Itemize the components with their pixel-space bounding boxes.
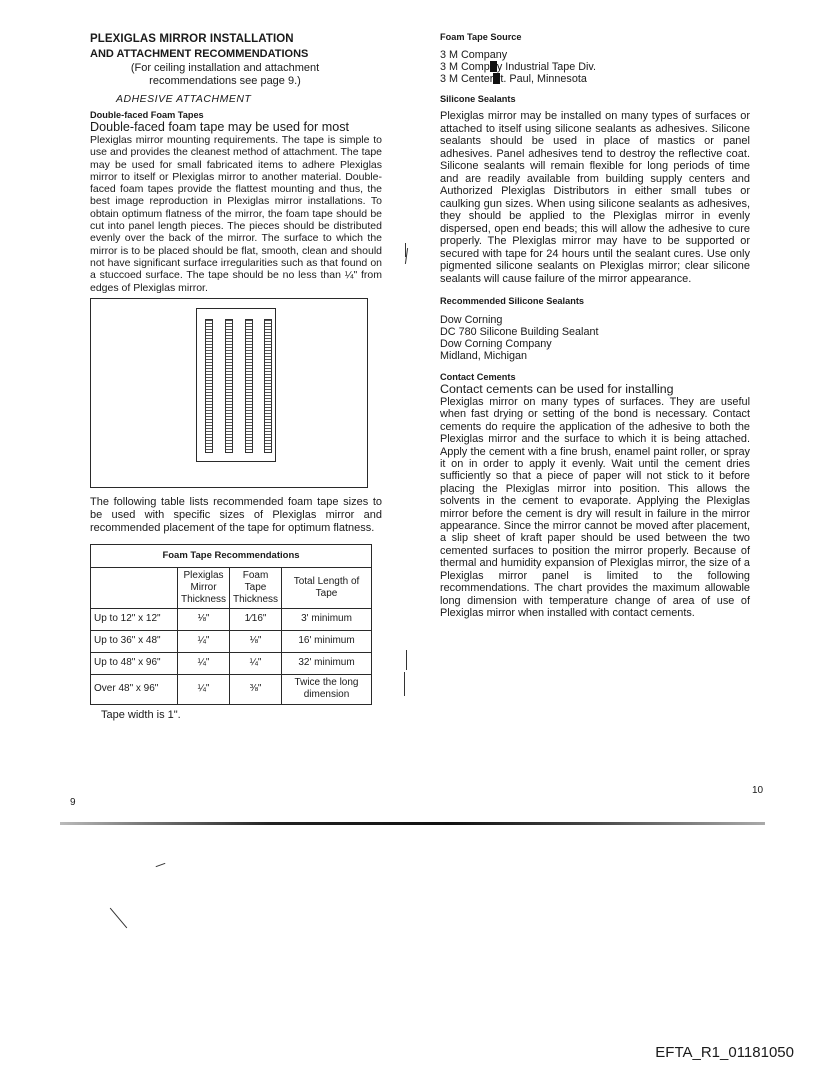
table-cell: ⅛"	[178, 608, 230, 630]
table-cell: Over 48" x 96"	[91, 674, 178, 704]
source-line	[440, 73, 750, 85]
source-text: 3 M Comp	[440, 61, 490, 73]
table-cell: ¼"	[230, 652, 282, 674]
tape-strip-3	[245, 319, 253, 453]
list-item: Midland, Michigan	[440, 350, 528, 362]
table-row	[91, 674, 372, 704]
table-cell: ⅛"	[230, 630, 282, 652]
margin-mark	[406, 650, 407, 670]
table-row	[91, 630, 372, 652]
tape-strip-4	[264, 319, 272, 453]
foam-source-heading: Foam Tape Source	[440, 32, 522, 42]
document-id: EFTA_R1_01181050	[655, 1044, 794, 1061]
table-row	[91, 652, 372, 674]
silicone-body: Plexiglas mirror may be installed on many types of surfaces or attached to itself using silicone sealants as adhesives. Silicone sealants should be used in place of mastics or panel adhesives. Panel adhesives tend to destroy the reflective coat. Silicone sealants will remain flexible for long periods of time and are readily available from building supply centers and Authorized Plexiglas Distributors in either small tubes or caulking gun sizes. When using silicone sealants as adhesives, they should be applied to the Plexiglas mirror in evenly dispersed, open end beads; this will allow the adhesive to cure properly. The Plexiglas mirror may have to be supported or secured with tape for 24 hours until the sealant cures. Use only pigmented silicone sealants on Plexiglas mirror; clear silicone sealants will cause failure of the mirror appearance.	[440, 110, 750, 285]
left-column	[90, 32, 382, 721]
table-row	[91, 608, 372, 630]
table-cell: Up to 12" x 12"	[91, 608, 178, 630]
foam-tapes-body: Plexiglas mirror mounting requirements. The tape is simple to use and provides the cleanest method of attachment. The tape may be used for small fabricated items to adhere Plexiglas mirror to itself or Plexiglas mirror to another material. Double-faced foam tapes provide the flattest mounting and thus, the best image reproduction in Plexiglas mirror installations. To obtain optimum flatness of the mirror, the foam tape should be cut into panel length pieces. The pieces should be distributed evenly over the back of the mirror. The surface to which the mirror is to be placed should be flat, smooth, clean and should not have significant surface irregularities such as that found on a stuccoed surface. The tape should be no less than ¼" from edges of Plexiglas mirror.	[90, 134, 382, 294]
silicone-heading: Silicone Sealants	[440, 94, 516, 104]
margin-mark	[156, 863, 166, 867]
table-cell: Twice the long dimension	[282, 674, 372, 704]
ceiling-note: (For ceiling installation and attachment recommendations see page 9.)	[130, 62, 320, 87]
foam-tape-table	[90, 544, 372, 705]
contact-cements-body: Plexiglas mirror on many types of surfaces. They are useful when fast drying or setting of the bond is necessary. Contact cements do require the application of the adhesive to both the Plexiglas mirror and the surface to which it is being attached. Apply the cement with a fine brush, enamel paint roller, or spray it on in order to apply it evenly. Wait until the cement dries sufficiently so that a piece of paper will not stick to it before placing the Plexiglas mirror into position. This allows the solvents in the cement to evaporate. Applying the Plexiglas mirror before the cement is dry will result in failure in the mirror appearance. Since the mirror cannot be moved after placement, a slip sheet of kraft paper should be used between the two cemented surfaces to position the mirror properly. Because of thermal and humidity expansion of Plexiglas mirror, the size of a Plexiglas mirror panel is limited to the following recommendations. The chart provides the maximum allowable long dimension with temperature change of area of use of Plexiglas mirror when installed with contact cements.	[440, 396, 750, 619]
page-title-line2: AND ATTACHMENT RECOMMENDATIONS	[90, 48, 309, 60]
adhesive-heading: ADHESIVE ATTACHMENT	[116, 93, 252, 105]
page-title-line1: PLEXIGLAS MIRROR INSTALLATION	[90, 33, 294, 45]
list-item: Dow Corning Company	[440, 338, 552, 350]
source-list	[440, 49, 750, 85]
margin-mark	[110, 908, 127, 929]
mirror-panel-illustration	[196, 308, 276, 462]
list-item: DC 780 Silicone Building Sealant	[440, 326, 599, 338]
margin-mark	[404, 672, 405, 696]
table-cell: ¼"	[178, 630, 230, 652]
table-title: Foam Tape Recommendations	[91, 544, 372, 567]
right-column	[440, 32, 750, 619]
source-text: t. Paul, Minnesota	[500, 73, 587, 85]
redaction-mark	[490, 61, 497, 72]
table-cell: 32' minimum	[282, 652, 372, 674]
source-text: y Industrial Tape Div.	[496, 61, 597, 73]
page-number-right: 10	[752, 785, 764, 796]
page-number-left: 9	[70, 797, 76, 808]
table-cell: ⅜"	[230, 674, 282, 704]
table-cell: Up to 48" x 96"	[91, 652, 178, 674]
tape-strip-1	[205, 319, 213, 453]
page-divider	[60, 822, 765, 825]
tape-width-note: Tape width is 1".	[101, 708, 181, 721]
table-header: Total Length of Tape	[282, 567, 372, 608]
source-line	[440, 61, 750, 73]
recommended-sealants-list	[440, 314, 750, 362]
table-cell: ¼"	[178, 674, 230, 704]
table-header: Plexiglas Mirror Thickness	[178, 567, 230, 608]
tape-placement-diagram	[90, 298, 368, 488]
table-header: Foam Tape Thickness	[230, 567, 282, 608]
contact-cements-first-line: Contact cements can be used for installing	[440, 382, 674, 396]
foam-tapes-first-line: Double-faced foam tape may be used for most	[90, 120, 350, 134]
table-cell: 1⁄16"	[230, 608, 282, 630]
contact-cements-heading: Contact Cements	[440, 372, 516, 382]
table-cell: 16' minimum	[282, 630, 372, 652]
table-title-row	[91, 544, 372, 567]
source-line: 3 M Company	[440, 49, 508, 61]
table-header	[91, 567, 178, 608]
table-cell: Up to 36" x 48"	[91, 630, 178, 652]
recommended-sealants-heading: Recommended Silicone Sealants	[440, 296, 584, 306]
table-header-row	[91, 567, 372, 608]
table-cell: 3' minimum	[282, 608, 372, 630]
tape-strip-2	[225, 319, 233, 453]
list-item: Dow Corning	[440, 314, 503, 326]
source-text: 3 M Center	[440, 73, 494, 85]
table-cell: ¼"	[178, 652, 230, 674]
table-intro: The following table lists recommended foam tape sizes to be used with specific sizes of Plexiglas mirror and recommended placement of the tape for optimum flatness.	[90, 495, 382, 534]
foam-tapes-heading: Double-faced Foam Tapes	[90, 110, 204, 120]
